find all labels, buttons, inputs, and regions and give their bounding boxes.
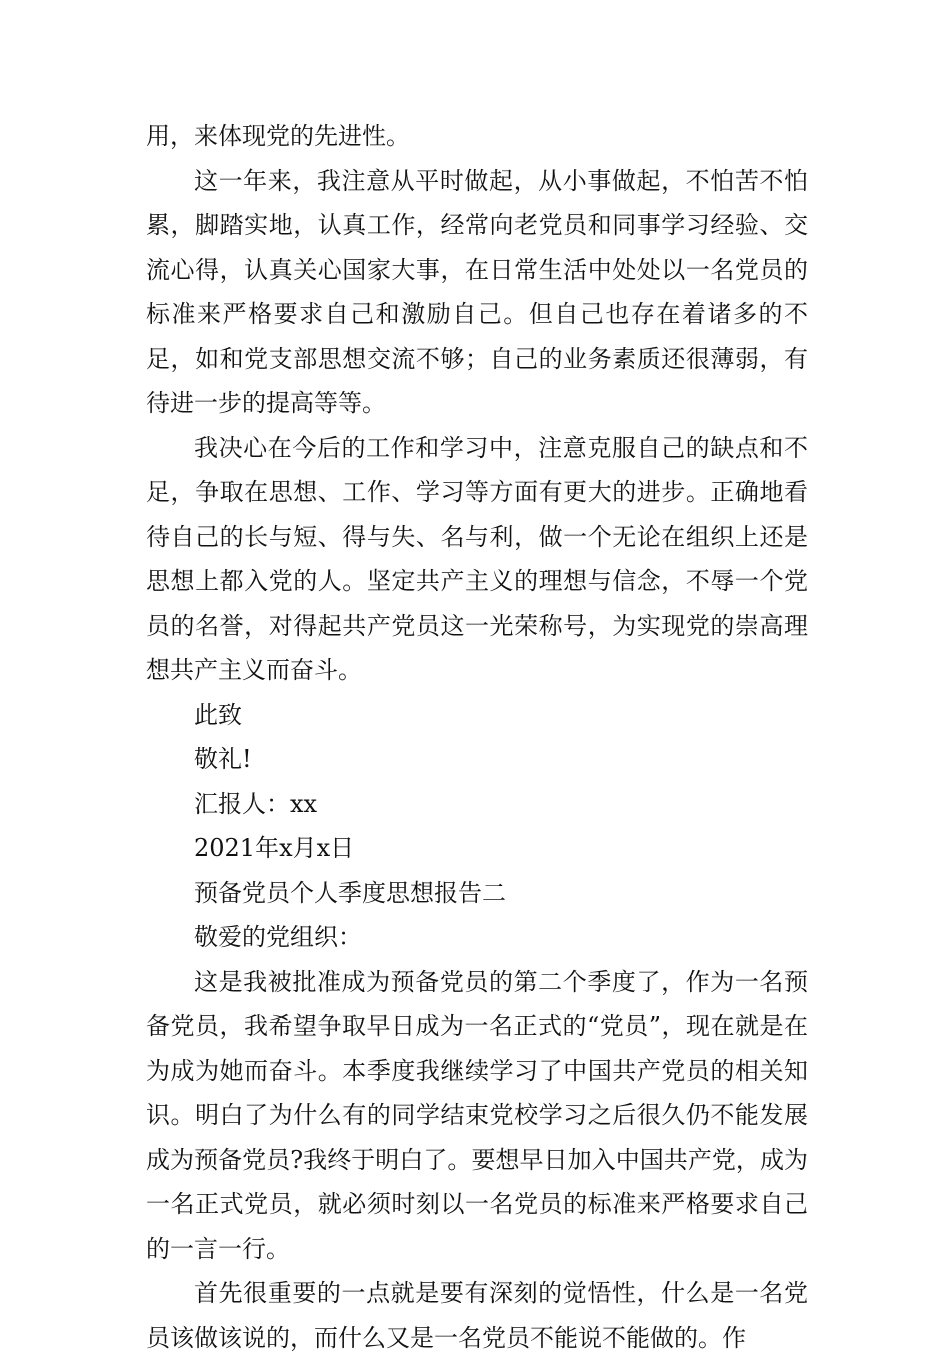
document-body bbox=[146, 114, 808, 1360]
paragraph-resolution: 我决心在今后的工作和学习中，注意克服自己的缺点和不足，争取在思想、工作、学习等方面有更大的进步。正确地看待自己的长与短、得与失、名与利，做一个无论在组织上还是思想上都入党的人。坚定共产主义的理想与信念，不辱一个党员的名誉，对得起共产党员这一光荣称号，为实现党的崇高理想共产主义而奋斗。 bbox=[146, 433, 808, 684]
paragraph-continuation: 用，来体现党的先进性。 bbox=[146, 122, 410, 150]
report-date: 2021年x月x日 bbox=[194, 834, 355, 862]
reporter-name: 汇报人：xx bbox=[194, 789, 318, 818]
closing-salutation: 此致 bbox=[194, 700, 242, 729]
second-report-title: 预备党员个人季度思想报告二 bbox=[194, 878, 506, 907]
paragraph-second-quarter: 这是我被批准成为预备党员的第二个季度了，作为一名预备党员，我希望争取早日成为一名正式的“党员”，现在就是在为成为她而奋斗。本季度我继续学习了中国共产党员的相关知识。明白了为什么有的同学结束党校学习之后很久仍不能发展成为预备党员?我终于明白了。要想早日加入中国共产党，成为一名正式党员，就必须时刻以一名党员的标准来严格要求自己的一言一行。 bbox=[146, 967, 808, 1263]
paragraph-work-summary: 这一年来，我注意从平时做起，从小事做起，不怕苦不怕累，脚踏实地，认真工作，经常向老党员和同事学习经验、交流心得，认真关心国家大事，在日常生活中处处以一名党员的标准来严格要求自己和激励自己。但自己也存在着诸多的不足，如和党支部思想交流不够；自己的业务素质还很薄弱，有待进一步的提高等等。 bbox=[146, 166, 808, 417]
paragraph-awareness: 首先很重要的一点就是要有深刻的觉悟性，什么是一名党员该做该说的，而什么又是一名党员不能说不能做的。作 bbox=[146, 1279, 808, 1352]
second-report-greeting: 敬爱的党组织： bbox=[194, 923, 362, 951]
closing-respect: 敬礼! bbox=[194, 745, 252, 773]
